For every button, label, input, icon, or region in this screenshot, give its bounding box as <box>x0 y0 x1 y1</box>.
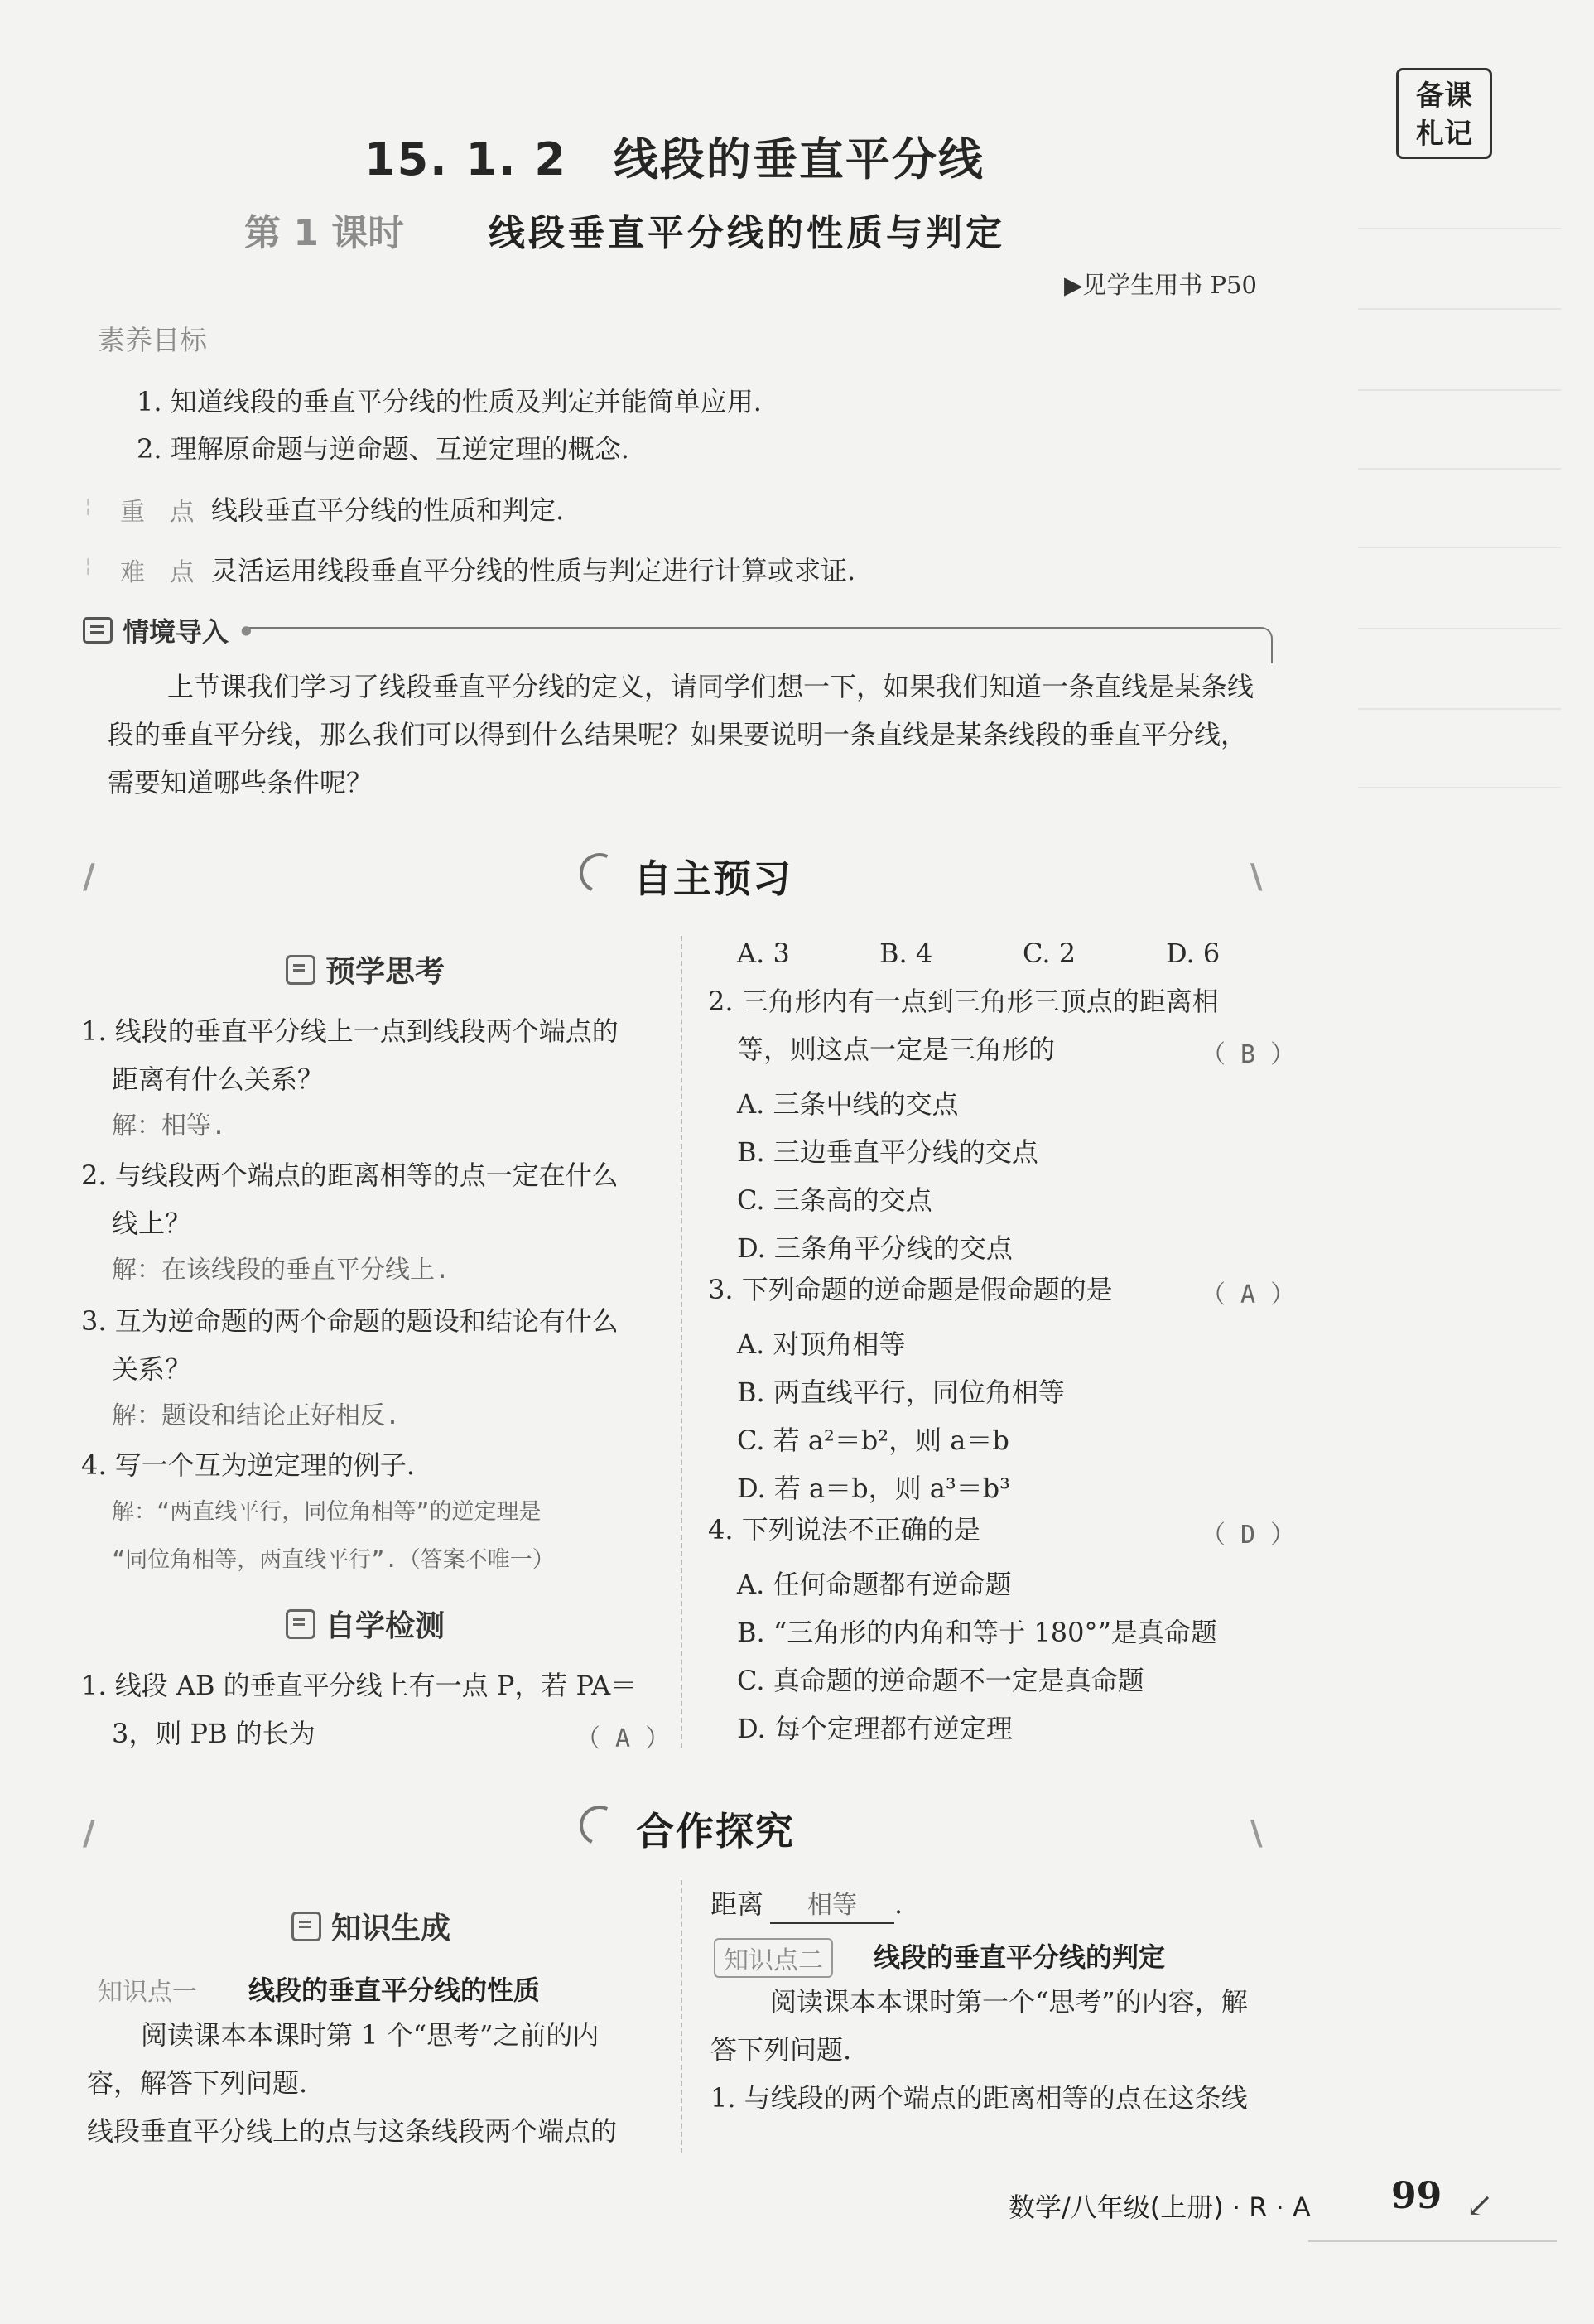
self-check-label: 自学检测 <box>325 1609 445 1643</box>
kp1-text: 阅读课本本课时第 1 个“思考”之前的内 <box>141 2019 600 2051</box>
intro-icon <box>83 617 113 644</box>
q1-option-b: B. 4 <box>879 938 933 969</box>
student-book-reference: ▶见学生用书 P50 <box>1064 271 1257 299</box>
kp2-text: 阅读课本本课时第一个“思考”的内容，解 <box>770 1986 1248 2018</box>
margin-line <box>1358 228 1561 229</box>
notes-badge-line2: 札记 <box>1416 118 1472 151</box>
kp2-text-cont: 答下列问题. <box>710 2034 852 2066</box>
question-2: 2. 三角形内有一点到三角形三顶点的距离相 <box>708 986 1219 1017</box>
q4-option-d: D. 每个定理都有逆定理 <box>737 1713 1013 1744</box>
question-2-cont: 等，则这点一定是三角形的 <box>737 1034 1056 1065</box>
q4-option-b: B. “三角形的内角和等于 180°”是真命题 <box>737 1617 1217 1648</box>
answer-2: （ B ） <box>1201 1040 1296 1069</box>
think-question-4: 4. 写一个互为逆定理的例子. <box>81 1449 415 1481</box>
intro-frame <box>248 627 1273 663</box>
knowledge-heading <box>291 1905 450 1947</box>
notes-badge-line1: 备课 <box>1416 80 1472 113</box>
think-label: 预学思考 <box>325 955 445 989</box>
objectives-label: 素养目标 <box>98 324 207 356</box>
kp2-label: 知识点二 <box>714 1938 833 1978</box>
think-question-1-cont: 距离有什么关系？ <box>112 1063 325 1095</box>
column-divider <box>681 1880 682 2153</box>
footer-arrow-icon: ↙ <box>1466 2187 1494 2225</box>
check-answer-1: （ A ） <box>575 1724 671 1753</box>
margin-line <box>1358 547 1561 548</box>
question-4: 4. 下列说法不正确的是 <box>708 1514 980 1545</box>
margin-line <box>1358 308 1561 310</box>
q3-option-b: B. 两直线平行，同位角相等 <box>737 1377 1065 1408</box>
q2-option-b: B. 三边垂直平分线的交点 <box>737 1136 1038 1168</box>
think-answer-3: 解：题设和结论正好相反. <box>112 1401 401 1430</box>
check-question-1: 1. 线段 AB 的垂直平分线上有一点 P，若 PA＝ <box>81 1670 638 1701</box>
q1-option-d: D. 6 <box>1166 938 1221 969</box>
kp1-text-cont: 线段垂直平分线上的点与这条线段两个端点的 <box>87 2115 618 2147</box>
footer-book-info: 数学/八年级(上册) · R · A <box>1009 2191 1311 2223</box>
question-3: 3. 下列命题的逆命题是假命题的是 <box>708 1274 1113 1305</box>
think-question-1: 1. 线段的垂直平分线上一点到线段两个端点的 <box>81 1015 619 1047</box>
margin-line <box>1358 389 1561 391</box>
answer-3: （ A ） <box>1201 1280 1296 1309</box>
q4-option-a: A. 任何命题都有逆命题 <box>737 1569 1012 1600</box>
intro-paragraph: 上节课我们学习了线段垂直平分线的定义，请同学们想一下，如果我们知道一条直线是某条线段的垂直平分线，那么我们可以得到什么结果呢？如果要说明一条直线是某条线段的垂直平分线，需要知道哪些条件呢？ <box>108 671 1254 798</box>
explore-section-title: 合作探究 <box>636 1809 795 1854</box>
check-question-1-cont: 3，则 PB 的长为 <box>112 1718 315 1749</box>
intro-label: 情境导入 <box>123 616 229 648</box>
banner-slash-right: \ <box>1250 857 1263 896</box>
decor-tick: ╎ <box>83 497 94 517</box>
self-check-heading <box>286 1603 445 1645</box>
think-question-3-cont: 关系？ <box>112 1353 192 1385</box>
think-answer-1: 解：相等. <box>112 1111 227 1140</box>
q3-option-a: A. 对顶角相等 <box>737 1328 906 1360</box>
page-number: 99 <box>1391 2175 1442 2217</box>
think-answer-2: 解：在该线段的垂直平分线上. <box>112 1256 450 1285</box>
banner-slash-left: / <box>83 1814 95 1853</box>
lesson-title: 线段垂直平分线的性质与判定 <box>489 212 1005 254</box>
q2-option-a: A. 三条中线的交点 <box>737 1088 959 1120</box>
intro-heading: 情境导入 • <box>83 611 255 649</box>
think-question-2-cont: 线上？ <box>112 1208 192 1239</box>
q4-option-c: C. 真命题的逆命题不一定是真命题 <box>737 1665 1144 1696</box>
think-answer-4: 解：“两直线平行，同位角相等”的逆定理是 <box>112 1499 542 1525</box>
knowledge-icon <box>291 1912 321 1941</box>
think-question-2: 2. 与线段两个端点的距离相等的点一定在什么 <box>81 1160 619 1191</box>
difficulty-label: 难 点 <box>120 558 203 587</box>
q3-option-c: C. 若 a²＝b²，则 a＝b <box>737 1425 1009 1456</box>
objective-item: 1. 知道线段的垂直平分线的性质及判定并能简单应用. <box>137 386 762 417</box>
kp1-text-cont: 容，解答下列问题. <box>87 2067 308 2099</box>
margin-line <box>1358 787 1561 788</box>
think-question-3: 3. 互为逆命题的两个命题的题设和结论有什么 <box>81 1305 619 1337</box>
decor-tick: ╎ <box>83 557 94 576</box>
q3-option-d: D. 若 a＝b，则 a³＝b³ <box>737 1473 1010 1504</box>
q1-option-a: A. 3 <box>737 938 790 969</box>
margin-line <box>1358 628 1561 629</box>
think-answer-4-cont: “同位角相等，两直线平行”.（答案不唯一） <box>112 1547 555 1573</box>
kp2-title: 线段的垂直平分线的判定 <box>874 1941 1166 1973</box>
lesson-prefix: 第 1 课时 <box>244 212 405 254</box>
knowledge-label: 知识生成 <box>331 1912 451 1946</box>
banner-slash-left: / <box>83 857 95 896</box>
think-icon <box>286 955 315 985</box>
objective-item: 2. 理解原命题与逆命题、互逆定理的概念. <box>137 433 629 465</box>
key-point-text: 线段垂直平分线的性质和判定. <box>211 494 565 526</box>
self-check-icon <box>286 1609 315 1639</box>
key-point-label: 重 点 <box>120 498 203 527</box>
fill-line <box>710 1880 903 1928</box>
preview-section-title: 自主预习 <box>633 856 792 901</box>
preview-banner-icon <box>574 847 625 899</box>
fill-answer: 相等 <box>770 1889 894 1924</box>
explore-banner-icon <box>574 1800 625 1851</box>
q2-option-d: D. 三条角平分线的交点 <box>737 1232 1013 1264</box>
fill-prefix: 距离 <box>710 1888 764 1920</box>
q1-option-c: C. 2 <box>1023 938 1076 969</box>
page-title: 15. 1. 2 线段的垂直平分线 <box>364 133 985 186</box>
answer-4: （ D ） <box>1201 1521 1296 1550</box>
footer-rule <box>1308 2240 1557 2242</box>
difficulty-text: 灵活运用线段垂直平分线的性质与判定进行计算或求证. <box>211 555 856 586</box>
think-heading <box>286 948 445 991</box>
margin-line <box>1358 468 1561 470</box>
fill-end: . <box>894 1888 903 1920</box>
margin-line <box>1358 708 1561 710</box>
kp1-label: 知识点一 <box>98 1978 197 2007</box>
banner-slash-right: \ <box>1250 1814 1263 1853</box>
kp2-question-1: 1. 与线段的两个端点的距离相等的点在这条线 <box>710 2082 1248 2114</box>
column-divider <box>681 936 682 1748</box>
q2-option-c: C. 三条高的交点 <box>737 1184 932 1216</box>
notes-badge <box>1396 68 1492 159</box>
kp1-title: 线段的垂直平分线的性质 <box>248 1974 541 2006</box>
